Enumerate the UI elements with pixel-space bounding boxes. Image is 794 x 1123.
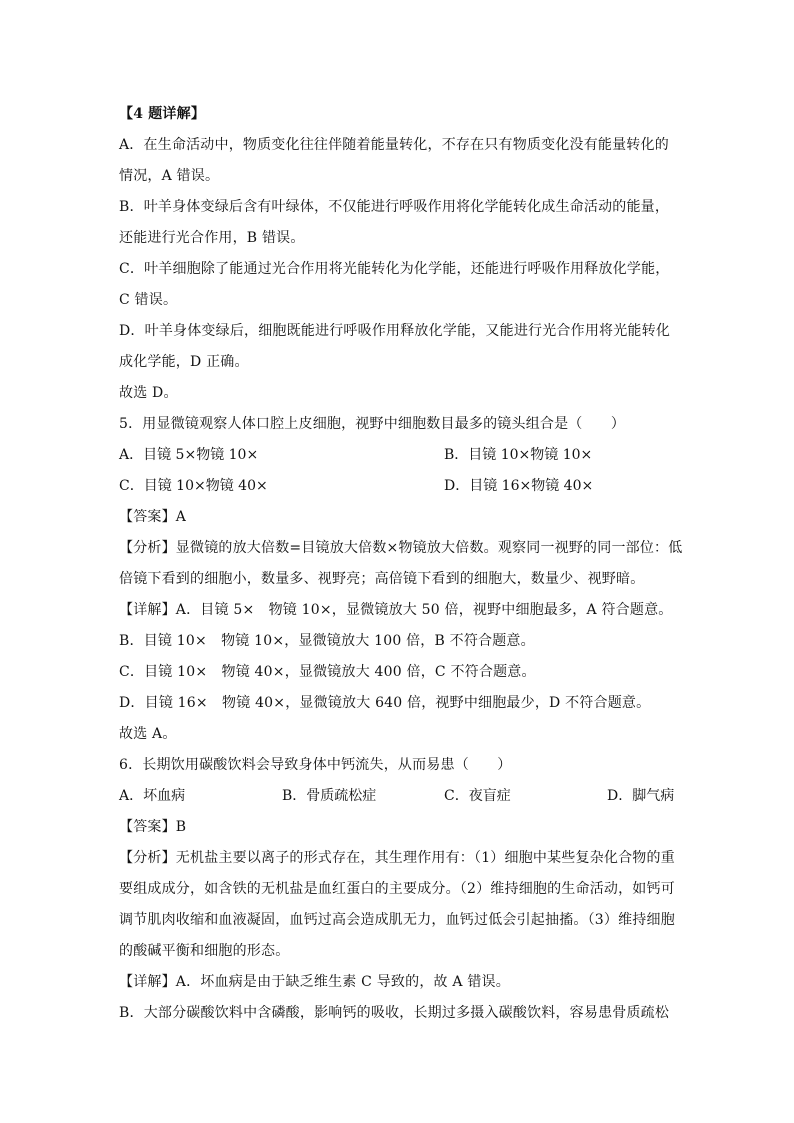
text-line: C 错误。: [119, 292, 178, 308]
q5-option-a: A．目镜 5×物镜 10×: [119, 447, 259, 463]
text-line: 【分析】无机盐主要以离子的形式存在，其生理作用有：（1）细胞中某些复杂化合物的重: [119, 850, 675, 866]
q5-stem: 5．用显微镜观察人体口腔上皮细胞，视野中细胞数目最多的镜头组合是（ ）: [119, 416, 626, 432]
q4-heading: 【4 题详解】: [119, 106, 206, 122]
q6-option-b: B．骨质疏松症: [282, 788, 377, 804]
text-line: B．目镜 10× 物镜 10×，显微镜放大 100 倍，B 不符合题意。: [119, 633, 535, 649]
text-line: 故选 A。: [119, 726, 177, 742]
text-line: 故选 D。: [119, 385, 178, 401]
text-line: 倍镜下看到的细胞小，数量多、视野亮；高倍镜下看到的细胞大，数量少、视野暗。: [119, 571, 645, 587]
q6-stem: 6．长期饮用碳酸饮料会导致身体中钙流失，从而易患（ ）: [119, 757, 512, 773]
q5-option-d: D．目镜 16×物镜 40×: [444, 478, 594, 494]
text-line: B．大部分碳酸饮料中含磷酸，影响钙的吸收，长期过多摄入碳酸饮料，容易患骨质疏松: [119, 1005, 670, 1021]
q5-answer: 【答案】A: [119, 509, 187, 525]
text-line: C．叶羊细胞除了能通过光合作用将光能转化为化学能，还能进行呼吸作用释放化学能，: [119, 261, 670, 277]
text-line: B．叶羊身体变绿后含有叶绿体，不仅能进行呼吸作用将化学能转化成生命活动的能量，: [119, 199, 670, 215]
text-line: A．在生命活动中，物质变化往往伴随着能量转化，不存在只有物质变化没有能量转化的: [119, 137, 669, 153]
text-line: 调节肌肉收缩和血液凝固，血钙过高会造成肌无力，血钙过低会引起抽搐。（3）维持细胞: [119, 912, 675, 928]
q6-answer: 【答案】B: [119, 819, 187, 835]
q5-option-c: C．目镜 10×物镜 40×: [119, 478, 268, 494]
text-line: 【分析】显微镜的放大倍数=目镜放大倍数×物镜放大倍数。观察同一视野的同一部位：低: [119, 540, 683, 556]
text-line: D．目镜 16× 物镜 40×，显微镜放大 640 倍，视野中细胞最少，D 不符合题意。: [119, 695, 651, 711]
text-line: 的酸碱平衡和细胞的形态。: [119, 943, 290, 959]
q6-option-d: D．脚气病: [607, 788, 675, 804]
text-line: 【详解】A．目镜 5× 物镜 10×，显微镜放大 50 倍，视野中细胞最多，A 符合题意。: [119, 602, 673, 618]
text-line: 要组成成分，如含铁的无机盐是血红蛋白的主要成分。（2）维持细胞的生命活动，如钙可: [119, 881, 675, 897]
q5-option-b: B．目镜 10×物镜 10×: [444, 447, 593, 463]
text-line: 情况，A 错误。: [119, 168, 220, 184]
q6-option-c: C．夜盲症: [444, 788, 511, 804]
text-line: 还能进行光合作用，B 错误。: [119, 230, 305, 246]
text-line: 成化学能，D 正确。: [119, 354, 249, 370]
text-line: D．叶羊身体变绿后，细胞既能进行呼吸作用释放化学能，又能进行光合作用将光能转化: [119, 323, 671, 339]
text-line: C．目镜 10× 物镜 40×，显微镜放大 400 倍，C 不符合题意。: [119, 664, 536, 680]
text-line: 【详解】A．坏血病是由于缺乏维生素 C 导致的，故 A 错误。: [119, 974, 510, 990]
q6-option-a: A．坏血病: [119, 788, 186, 804]
